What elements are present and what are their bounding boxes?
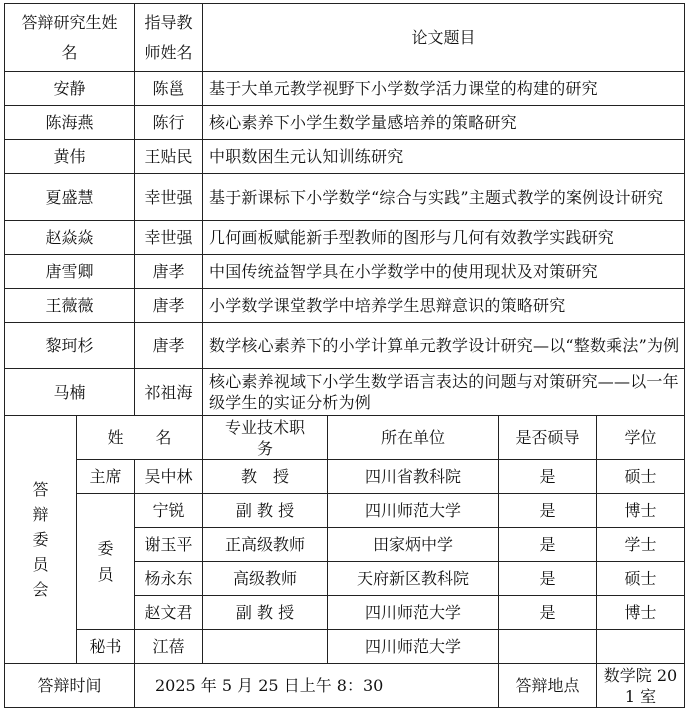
student-row: [5, 140, 685, 174]
student-row: [5, 323, 685, 369]
defense-table: [4, 3, 685, 708]
vertical-label-char: 员: [32, 555, 49, 574]
student-row: [5, 174, 685, 221]
advisor-name: 幸世强: [135, 221, 203, 255]
committee-col-supervisor: 是否硕导: [499, 416, 597, 460]
advisor-name: 唐孝: [135, 289, 203, 323]
student-row: [5, 255, 685, 289]
member-unit: 四川师范大学: [328, 494, 499, 528]
committee-col-name: 姓 名: [77, 416, 203, 460]
member-unit: 天府新区教科院: [328, 562, 499, 596]
secretary-name: 江蓓: [135, 630, 203, 664]
member-supervisor: 是: [499, 596, 597, 630]
member-name: 杨永东: [135, 562, 203, 596]
defense-time-label: 答辩时间: [5, 664, 135, 708]
chair-role: 主席: [77, 460, 135, 494]
student-name: 唐雪卿: [5, 255, 135, 289]
defense-place-value: 数学院 201 室: [597, 664, 685, 708]
secretary-degree: [597, 630, 685, 664]
header-advisor-name: 指导教师姓名: [135, 4, 203, 72]
member-degree: 学士: [597, 528, 685, 562]
member-title: 副 教 授: [203, 596, 328, 630]
student-name: 夏盛慧: [5, 174, 135, 221]
secretary-role: 秘书: [77, 630, 135, 664]
member-role: [77, 494, 135, 630]
member-unit: 四川师范大学: [328, 596, 499, 630]
member-name: 宁锐: [135, 494, 203, 528]
chair-title: 教 授: [203, 460, 328, 494]
defense-schedule-document: [4, 3, 685, 708]
chair-name: 吴中林: [135, 460, 203, 494]
chair-degree: 硕士: [597, 460, 685, 494]
chair-supervisor: 是: [499, 460, 597, 494]
committee-member-row: [5, 494, 685, 528]
committee-col-degree: 学位: [597, 416, 685, 460]
member-degree: 博士: [597, 494, 685, 528]
thesis-title: 小学数学课堂教学中培养学生思辩意识的策略研究: [203, 289, 685, 323]
vertical-label-char: 委: [97, 538, 114, 558]
member-degree: 博士: [597, 596, 685, 630]
student-name: 赵焱焱: [5, 221, 135, 255]
committee-col-title: 专业技术职 务: [203, 416, 328, 460]
thesis-title: 基于新课标下小学数学“综合与实践”主题式教学的案例设计研究: [203, 174, 685, 221]
thesis-title: 数学核心素养下的小学计算单元教学设计研究—以“整数乘法”为例: [203, 323, 685, 369]
advisor-name: 幸世强: [135, 174, 203, 221]
vertical-label-char: 答: [32, 480, 49, 499]
committee-col-unit: 所在单位: [328, 416, 499, 460]
defense-place-label: 答辩地点: [499, 664, 597, 708]
thesis-title: 中国传统益智学具在小学数学中的使用现状及对策研究: [203, 255, 685, 289]
thesis-title: 核心素养视域下小学生数学语言表达的问题与对策研究——以一年级学生的实证分析为例: [203, 369, 685, 416]
vertical-label-char: 委: [32, 530, 49, 549]
committee-header-row: [5, 416, 685, 460]
vertical-label-char: 辩: [32, 505, 49, 524]
secretary-title: [203, 630, 328, 664]
member-unit: 田家炳中学: [328, 528, 499, 562]
advisor-name: 陈邕: [135, 72, 203, 106]
thesis-title: 基于大单元教学视野下小学数学活力课堂的构建的研究: [203, 72, 685, 106]
advisor-name: 祁祖海: [135, 369, 203, 416]
student-name: 马楠: [5, 369, 135, 416]
secretary-supervisor: [499, 630, 597, 664]
committee-chair-row: [5, 460, 685, 494]
member-supervisor: 是: [499, 562, 597, 596]
member-title: 副 教 授: [203, 494, 328, 528]
thesis-title: 中职数困生元认知训练研究: [203, 140, 685, 174]
advisor-name: 唐孝: [135, 255, 203, 289]
committee-label: [5, 416, 77, 664]
student-name: 黎珂杉: [5, 323, 135, 369]
header-student-name: 答辩研究生姓名: [5, 4, 135, 72]
member-name: 谢玉平: [135, 528, 203, 562]
member-supervisor: 是: [499, 528, 597, 562]
vertical-label-char: 会: [32, 580, 49, 599]
student-row: [5, 289, 685, 323]
student-name: 黄伟: [5, 140, 135, 174]
chair-unit: 四川省教科院: [328, 460, 499, 494]
student-name: 陈海燕: [5, 106, 135, 140]
secretary-unit: 四川师范大学: [328, 630, 499, 664]
member-name: 赵文君: [135, 596, 203, 630]
member-supervisor: 是: [499, 494, 597, 528]
student-name: 王薇薇: [5, 289, 135, 323]
vertical-label-char: 员: [97, 564, 114, 584]
member-role-text: [98, 536, 114, 588]
committee-label-text: [33, 477, 49, 602]
student-row: [5, 369, 685, 416]
advisor-name: 王贴民: [135, 140, 203, 174]
footer-row: [5, 664, 685, 708]
advisor-name: 陈行: [135, 106, 203, 140]
committee-secretary-row: [5, 630, 685, 664]
header-thesis-title: 论文题目: [203, 4, 685, 72]
student-row: [5, 221, 685, 255]
member-title: 正高级教师: [203, 528, 328, 562]
defense-time-value: 2025 年 5 月 25 日上午 8：30: [135, 664, 499, 708]
member-title: 高级教师: [203, 562, 328, 596]
thesis-title: 几何画板赋能新手型教师的图形与几何有效教学实践研究: [203, 221, 685, 255]
header-row: [5, 4, 685, 72]
thesis-title: 核心素养下小学生数学量感培养的策略研究: [203, 106, 685, 140]
student-name: 安静: [5, 72, 135, 106]
student-row: [5, 106, 685, 140]
student-row: [5, 72, 685, 106]
member-degree: 硕士: [597, 562, 685, 596]
advisor-name: 唐孝: [135, 323, 203, 369]
